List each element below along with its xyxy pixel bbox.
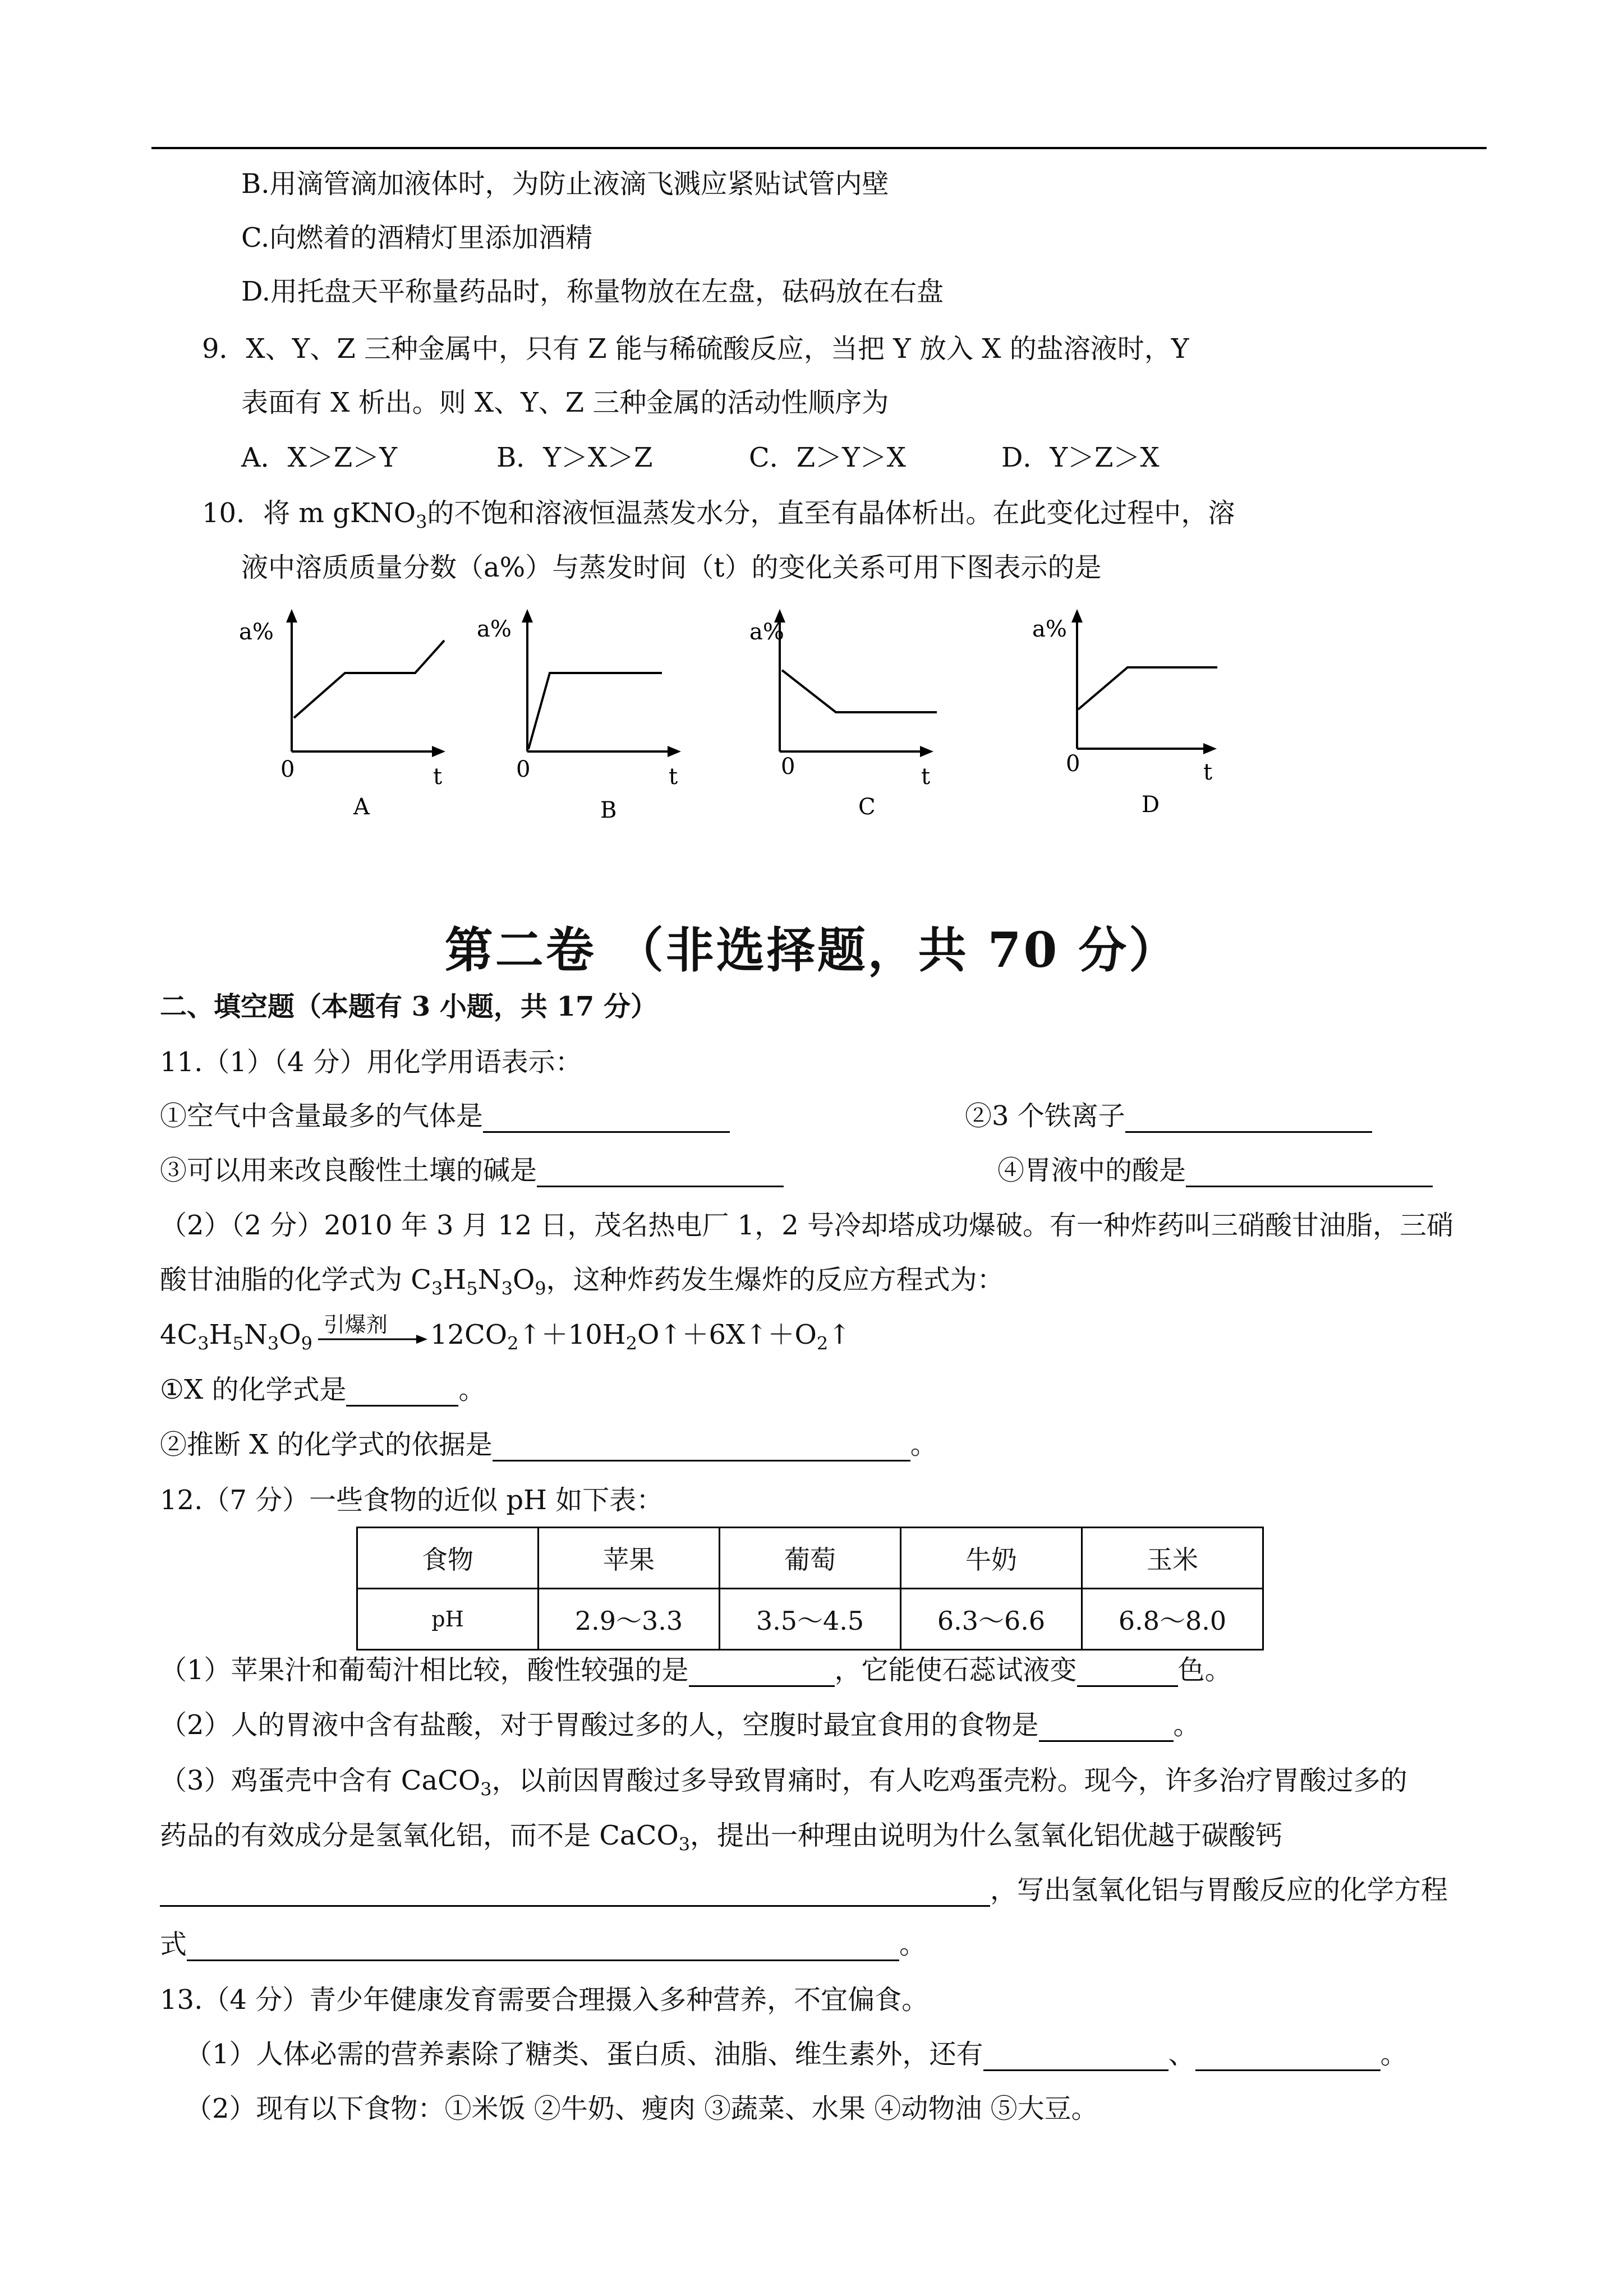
q8-option-c: C.向燃着的酒精灯里添加酒精 (241, 222, 593, 253)
q8-option-d: D.用托盘天平称量药品时，称量物放在左盘，砝码放在右盘 (241, 276, 944, 307)
q11-item-1: ①空气中含量最多的气体是 (160, 1099, 730, 1133)
q12-q1-blank-1[interactable] (689, 1661, 835, 1687)
graph-d-letter: D (1142, 792, 1160, 818)
q9-option-a: A．X＞Z＞Y (241, 442, 397, 473)
ph-table-cell: pH (357, 1589, 539, 1650)
graph-a-origin: 0 (280, 757, 295, 782)
q12-question-3-line1: （3）鸡蛋壳中含有 CaCO$_3$，以前因胃酸过多导致胃痛时，有人吃鸡蛋壳粉。现今，许多治疗胃酸过多的 (160, 1765, 1407, 1800)
q11-part2-line1: （2）（2 分）2010 年 3 月 12 日，茂名热电厂 1，2 号冷却塔成功爆破。有一种炸药叫三硝酸甘油脂，三硝 (160, 1210, 1453, 1241)
q13-intro: 13.（4 分）青少年健康发育需要合理摄入多种营养，不宜偏食。 (160, 1984, 929, 2016)
graph-b (471, 606, 684, 819)
ph-table-cell: 牛奶 (901, 1528, 1082, 1589)
graph-a-y-arrow-icon (286, 609, 297, 623)
graph-c-letter: C (858, 794, 876, 819)
graph-a-ylabel: a% (239, 619, 274, 645)
q12-question-2: （2）人的胃液中含有盐酸，对于胃酸过多的人，空腹时最宜食用的食物是 。 (160, 1709, 1200, 1741)
graph-b-origin: 0 (516, 757, 531, 782)
graph-c-x-arrow-icon (920, 746, 933, 757)
graph-c-origin: 0 (781, 754, 795, 780)
q11-basis-blank[interactable] (493, 1435, 910, 1461)
q11-item-4-blank[interactable] (1186, 1161, 1433, 1187)
q10-stem-line2: 液中溶质质量分数（a%）与蒸发时间（t）的变化关系可用下图表示的是 (241, 552, 1102, 583)
graph-b-ylabel: a% (477, 616, 512, 642)
graph-a-letter: A (353, 794, 370, 819)
q11-item-3-blank[interactable] (537, 1161, 784, 1187)
q13-question-2: （2）现有以下食物：①米饭 ②牛奶、瘦肉 ③蔬菜、水果 ④动物油 ⑤大豆。 (185, 2093, 1098, 2124)
graph-d-xlabel: t (1203, 759, 1213, 785)
graph-d-y-arrow-icon (1071, 609, 1083, 623)
graph-c (724, 606, 937, 819)
q8-option-b: B.用滴管滴加液体时，为防止液滴飞溅应紧贴试管内壁 (241, 168, 889, 200)
q12-question-1: （1）苹果汁和葡萄汁相比较，酸性较强的是 ，它能使石蕊试液变 色。 (160, 1654, 1232, 1686)
q12-question-3-line2: 药品的有效成分是氢氧化铝，而不是 CaCO$_3$，提出一种理由说明为什么氢氧化铝优越于碳酸钙 (160, 1820, 1283, 1855)
q11-equation: $4C_3H_5N_3O_9$ 引爆剂 $12CO_2↑+10H_2O↑+6X↑+O_2↑$ (160, 1318, 850, 1361)
graph-b-curve (528, 673, 662, 749)
q13-q1-blank-1[interactable] (983, 2045, 1168, 2071)
section-two-heading: 二、填空题（本题有 3 小题，共 17 分） (160, 991, 658, 1022)
q12-q3-reason-blank[interactable] (160, 1880, 990, 1907)
q12-question-3-line4: 式 。 (160, 1929, 927, 1960)
graph-a-curve (294, 640, 444, 718)
graph-d-x-arrow-icon (1203, 743, 1217, 754)
q9-option-d: D．Y＞Z＞X (1001, 442, 1160, 473)
q11-x-blank[interactable] (346, 1380, 458, 1407)
graph-d-ylabel: a% (1032, 616, 1067, 642)
reaction-arrow-icon (312, 1327, 430, 1361)
q12-q1-blank-2[interactable] (1077, 1661, 1178, 1687)
graph-b-xlabel: t (669, 764, 678, 790)
ph-table-cell: 3.5～4.5 (720, 1589, 901, 1650)
q11-item-3: ③可以用来改良酸性土壤的碱是 (160, 1154, 784, 1187)
q11-item-1-blank[interactable] (483, 1106, 730, 1133)
q11-intro: 11.（1）（4 分）用化学用语表示： (160, 1046, 582, 1078)
q12-question-3-line3: ，写出氢氧化铝与胃酸反应的化学方程 (160, 1873, 1448, 1907)
q10-stem-line1: 10．将 m gKNO$_3$的不饱和溶液恒温蒸发水分，直至有晶体析出。在此变化过程中，溶 (202, 497, 1235, 533)
q12-q2-blank[interactable] (1039, 1716, 1174, 1742)
q11-item-4: ④胃液中的酸是 (997, 1154, 1433, 1187)
ph-table-cell: 2.9～3.3 (539, 1589, 720, 1650)
q9-stem-line1: 9．X、Y、Z 三种金属中，只有 Z 能与稀硫酸反应，当把 Y 放入 X 的盐溶液时，Y (202, 333, 1189, 365)
ph-table-cell: 苹果 (539, 1528, 720, 1589)
reaction-condition: 引爆剂 (323, 1312, 388, 1337)
header-rule (151, 147, 1487, 149)
part-two-title: 第二卷 （非选择题，共 70 分） (444, 922, 1180, 979)
q13-question-1: （1）人体必需的营养素除了糖类、蛋白质、油脂、维生素外，还有 、 。 (185, 2039, 1407, 2070)
ph-table (356, 1527, 1264, 1650)
q9-option-c: C．Z＞Y＞X (749, 442, 906, 473)
q12-q3-equation-blank[interactable] (187, 1935, 899, 1961)
graph-d-origin: 0 (1066, 751, 1080, 777)
ph-table-cell: 玉米 (1082, 1528, 1263, 1589)
graph-c-curve (782, 670, 937, 712)
graph-a-xlabel: t (433, 764, 443, 790)
ph-table-cell: 食物 (357, 1528, 539, 1589)
graph-d-curve (1078, 667, 1217, 709)
q12-intro: 12.（7 分）一些食物的近似 pH 如下表： (160, 1484, 664, 1516)
q11-part2-line2: 酸甘油脂的化学式为 $C_3H_5N_3O_9$，这种炸药发生爆炸的反应方程式为： (160, 1264, 1004, 1299)
graph-c-xlabel: t (921, 764, 931, 790)
graph-a-x-arrow-icon (432, 746, 445, 757)
q11-question-basis: ②推断 X 的化学式的依据是 。 (160, 1429, 937, 1460)
q9-option-b: B．Y＞X＞Z (496, 442, 653, 473)
ph-table-header-row (357, 1528, 1263, 1589)
graph-c-ylabel: a% (749, 619, 784, 645)
ph-table-value-row (357, 1589, 1263, 1650)
graph-b-letter: B (600, 797, 617, 819)
reaction-arrow (312, 1312, 430, 1361)
q13-q1-blank-2[interactable] (1195, 2045, 1381, 2071)
ph-table-cell: 6.8～8.0 (1082, 1589, 1263, 1650)
q11-question-x: ①X 的化学式是 。 (160, 1374, 486, 1405)
graph-d (1004, 606, 1217, 819)
graph-b-x-arrow-icon (668, 746, 681, 757)
q11-item-2-blank[interactable] (1125, 1106, 1372, 1133)
ph-table-cell: 6.3～6.6 (901, 1589, 1082, 1650)
ph-table-cell: 葡萄 (720, 1528, 901, 1589)
q9-stem-line2: 表面有 X 析出。则 X、Y、Z 三种金属的活动性顺序为 (241, 387, 889, 418)
graph-a (236, 606, 449, 819)
q11-item-2: ②3 个铁离子 (965, 1099, 1372, 1133)
graph-b-y-arrow-icon (522, 609, 533, 623)
